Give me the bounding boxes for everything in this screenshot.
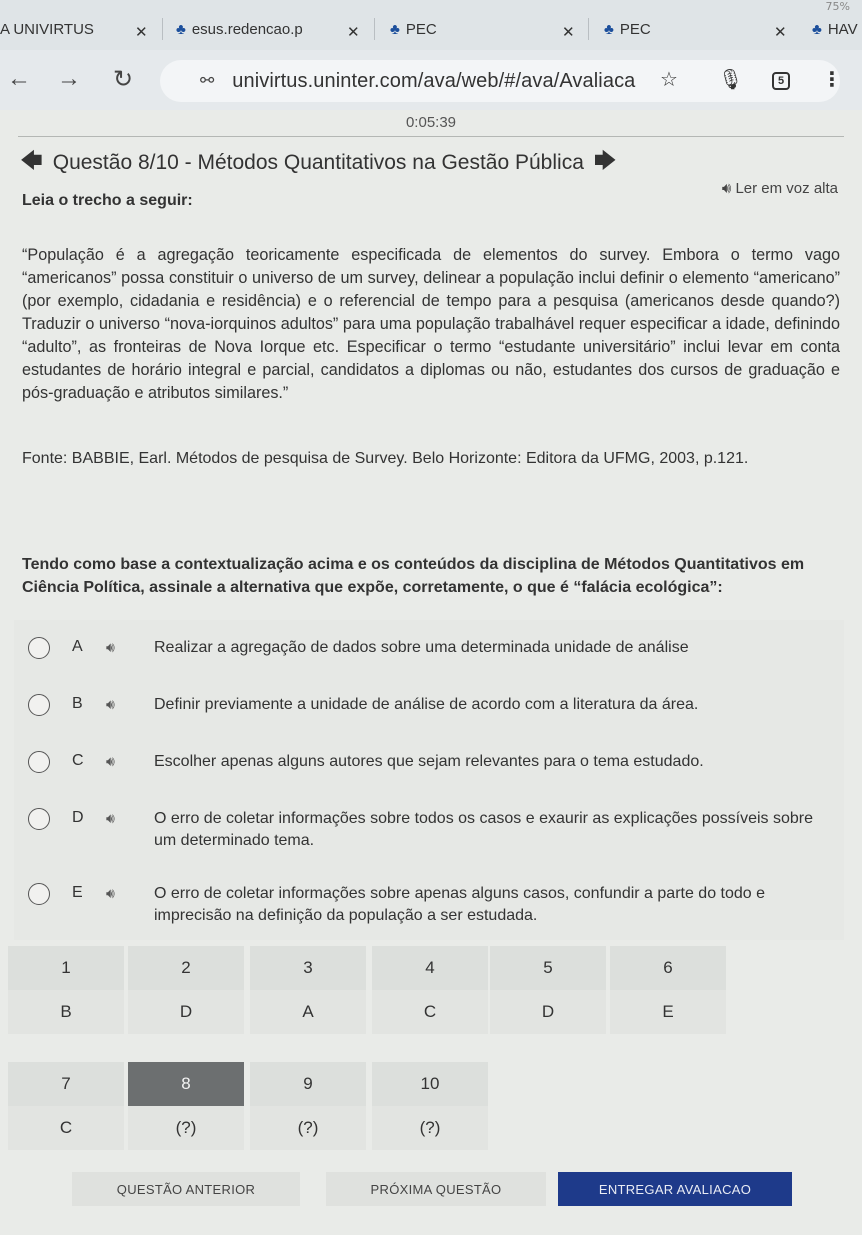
nav-question-8-current[interactable]: 8 bbox=[128, 1062, 244, 1106]
tab-pec-2[interactable] bbox=[604, 14, 651, 44]
quote-text: “População é a agregação teoricamente especificada de elementos do survey. Embora o termo vago “americanos” possa constituir o universo de um survey, delinear a população inclui definir o elemento “americano” (por exemplo, cidadania e residência) e o referencial de tempo para a pesquisa (americanos desde quando?) Traduzir o universo “nova-iorquinos adultos” para uma população trabalhável requer especificar a idade, definindo “adulto”, as fronteiras de Nova Iorque etc. Especificar o termo “estudante universitário” inclui levar em conta estudantes de horário integral e parcial, candidatos a diplomas ou não, estudantes dos cursos de graduação e pós-graduação e atributos similares.” bbox=[22, 246, 840, 402]
option-text: O erro de coletar informações sobre apenas alguns casos, confundir a parte do todo e imprecisão na definição da população a ser estudada. bbox=[154, 885, 766, 924]
option-text: Definir previamente a unidade de análise de acordo com a literatura da área. bbox=[154, 696, 699, 713]
tab-title: PEC bbox=[619, 20, 651, 38]
nav-question-3[interactable]: 3 bbox=[250, 946, 366, 990]
menu-kebab-icon[interactable]: ⋮ bbox=[822, 69, 842, 91]
intro-text: Leia o trecho a seguir: bbox=[22, 192, 193, 209]
battery-indicator: 75% bbox=[825, 0, 850, 13]
nav-answer-8[interactable]: (?) bbox=[128, 1106, 244, 1150]
question-header bbox=[20, 144, 617, 182]
nav-question-7[interactable]: 7 bbox=[8, 1062, 124, 1106]
nav-answer-9[interactable]: (?) bbox=[250, 1106, 366, 1150]
speaker-icon[interactable]: 🔊︎ bbox=[106, 639, 115, 655]
nav-question-9[interactable]: 9 bbox=[250, 1062, 366, 1106]
question-prompt: Tendo como base a contextualização acima e os conteúdos da disciplina de Métodos Quantitativos em Ciência Política, assinale a alternativa que expõe, corretamente, o que é “falácia ecológica”: bbox=[22, 556, 805, 596]
speaker-icon[interactable]: 🔊︎ bbox=[106, 696, 115, 712]
speaker-icon: 🔊︎ bbox=[721, 180, 732, 197]
exam-timer: 0:05:39 bbox=[405, 114, 457, 131]
bookmark-star-icon[interactable]: ☆ bbox=[660, 69, 678, 91]
option-letter: A bbox=[72, 638, 83, 655]
close-icon[interactable]: ✕ bbox=[135, 24, 148, 41]
tab-divider bbox=[162, 18, 163, 40]
tab-hav[interactable] bbox=[812, 14, 858, 44]
tab-pec-1[interactable] bbox=[390, 14, 437, 44]
browser-tab-bar bbox=[0, 0, 862, 50]
radio-button[interactable] bbox=[28, 637, 50, 659]
tab-title: A UNIVIRTUS bbox=[0, 20, 94, 38]
next-arrow-icon[interactable]: 🡆 bbox=[593, 148, 617, 173]
address-bar[interactable] bbox=[160, 60, 840, 102]
nav-question-4[interactable]: 4 bbox=[372, 946, 488, 990]
nav-answer-5[interactable]: D bbox=[490, 990, 606, 1034]
answer-options bbox=[14, 620, 844, 940]
tab-divider bbox=[588, 18, 589, 40]
option-text: O erro de coletar informações sobre todos os casos e exaurir as explicações possíveis sobre um determinado tema. bbox=[154, 810, 813, 849]
tab-univirtus[interactable] bbox=[0, 14, 94, 44]
nav-question-10[interactable]: 10 bbox=[372, 1062, 488, 1106]
nav-question-6[interactable]: 6 bbox=[610, 946, 726, 990]
site-favicon-icon: ♣ bbox=[390, 20, 400, 38]
site-favicon-icon: ♣ bbox=[604, 20, 614, 38]
tab-esus[interactable] bbox=[176, 14, 303, 44]
close-icon[interactable]: ✕ bbox=[774, 24, 787, 41]
tab-title: esus.redencao.p bbox=[191, 20, 303, 38]
option-text: Realizar a agregação de dados sobre uma determinada unidade de análise bbox=[154, 639, 689, 656]
previous-arrow-icon[interactable]: 🡄 bbox=[20, 148, 43, 173]
radio-button[interactable] bbox=[28, 808, 50, 830]
url-text[interactable]: univirtus.uninter.com/ava/web/#/ava/Avaliaca bbox=[232, 69, 636, 92]
question-title: Questão 8/10 - Métodos Quantitativos na Gestão Pública bbox=[52, 151, 584, 174]
submit-assessment-button[interactable]: ENTREGAR AVALIACAO bbox=[558, 1172, 792, 1206]
browser-toolbar bbox=[0, 50, 862, 110]
nav-answer-2[interactable]: D bbox=[128, 990, 244, 1034]
nav-question-2[interactable]: 2 bbox=[128, 946, 244, 990]
close-icon[interactable]: ✕ bbox=[562, 24, 575, 41]
option-letter: B bbox=[72, 695, 83, 712]
extension-badge-icon[interactable]: 5 bbox=[772, 72, 790, 90]
nav-answer-10[interactable]: (?) bbox=[372, 1106, 488, 1150]
option-letter: E bbox=[72, 884, 83, 901]
microphone-icon[interactable]: 🎙 bbox=[718, 69, 744, 91]
site-favicon-icon: ♣ bbox=[812, 20, 822, 38]
header-divider bbox=[18, 136, 844, 137]
reload-button[interactable] bbox=[106, 62, 140, 96]
radio-button[interactable] bbox=[28, 694, 50, 716]
speaker-icon[interactable]: 🔊︎ bbox=[106, 885, 115, 901]
nav-question-1[interactable]: 1 bbox=[8, 946, 124, 990]
tab-title: PEC bbox=[405, 20, 437, 38]
speaker-icon[interactable]: 🔊︎ bbox=[106, 753, 115, 769]
source-citation: Fonte: BABBIE, Earl. Métodos de pesquisa de Survey. Belo Horizonte: Editora da UFMG, 2003, p.121. bbox=[22, 450, 749, 467]
next-question-button[interactable]: PRÓXIMA QUESTÃO bbox=[326, 1172, 546, 1206]
tab-divider bbox=[374, 18, 375, 40]
tab-title: HAV bbox=[827, 20, 858, 38]
radio-button[interactable] bbox=[28, 883, 50, 905]
site-settings-icon[interactable]: ⚯ bbox=[200, 71, 215, 90]
nav-answer-7[interactable]: C bbox=[8, 1106, 124, 1150]
option-letter: D bbox=[72, 809, 84, 826]
option-letter: C bbox=[72, 752, 84, 769]
forward-button[interactable] bbox=[52, 62, 86, 96]
read-aloud-button[interactable] bbox=[722, 180, 838, 197]
close-icon[interactable]: ✕ bbox=[347, 24, 360, 41]
site-favicon-icon: ♣ bbox=[176, 20, 186, 38]
arrow-right-icon: → bbox=[57, 65, 81, 92]
arrow-left-icon: ← bbox=[7, 65, 31, 92]
option-text: Escolher apenas alguns autores que sejam relevantes para o tema estudado. bbox=[154, 753, 704, 770]
nav-answer-1[interactable]: B bbox=[8, 990, 124, 1034]
nav-answer-3[interactable]: A bbox=[250, 990, 366, 1034]
radio-button[interactable] bbox=[28, 751, 50, 773]
nav-answer-4[interactable]: C bbox=[372, 990, 488, 1034]
read-aloud-label: Ler em voz alta bbox=[735, 180, 838, 197]
nav-answer-6[interactable]: E bbox=[610, 990, 726, 1034]
nav-question-5[interactable]: 5 bbox=[490, 946, 606, 990]
reload-icon: ↻ bbox=[112, 65, 134, 93]
previous-question-button[interactable]: QUESTÃO ANTERIOR bbox=[72, 1172, 300, 1206]
back-button[interactable] bbox=[2, 62, 36, 96]
speaker-icon[interactable]: 🔊︎ bbox=[106, 810, 115, 826]
